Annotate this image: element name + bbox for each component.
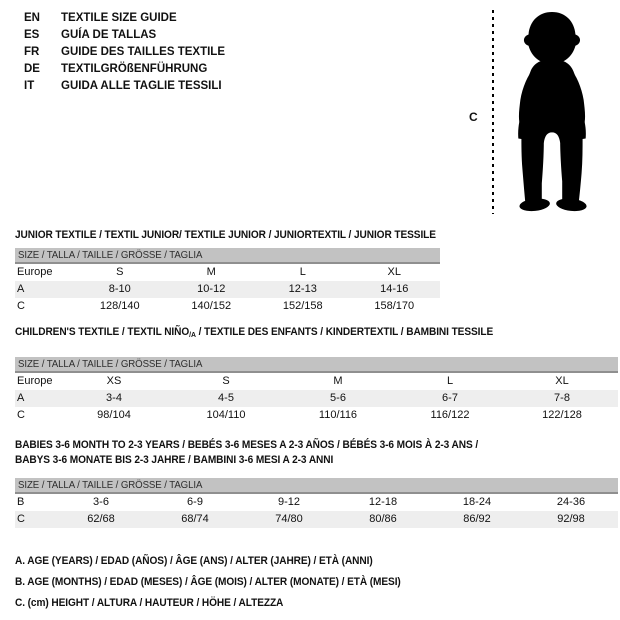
height-cell: 104/110	[206, 409, 246, 421]
size-header-band-text: SIZE / TALLA / TAILLE / GRÖSSE / TAGLIA	[18, 358, 203, 370]
children-table-heading	[15, 326, 618, 341]
size-header-band-text: SIZE / TALLA / TAILLE / GRÖSSE / TAGLIA	[18, 249, 203, 261]
age-cell: 8-10	[108, 283, 131, 295]
language-row-en	[24, 10, 225, 27]
age-cell: 6-7	[442, 392, 458, 404]
height-measure-label: C	[469, 110, 478, 124]
size-cell: S	[116, 266, 124, 278]
size-cell: L	[446, 375, 454, 387]
heading-suffix: / TEXTILE DES ENFANTS / KINDERTEXTIL / BAMBINI TESSILE	[195, 326, 494, 338]
height-cell: 128/140	[99, 300, 140, 312]
height-cell: 74/80	[275, 513, 303, 525]
height-cell: 110/116	[318, 409, 358, 421]
language-code: EN	[24, 12, 40, 24]
size-header-band	[15, 478, 618, 494]
height-cell: 80/86	[369, 513, 397, 525]
legend-line-b	[15, 572, 434, 593]
size-cell: S	[222, 375, 230, 387]
height-cell: 122/128	[542, 409, 582, 421]
age-cell: 12-18	[368, 496, 398, 508]
table-row	[15, 494, 618, 511]
row-label: A	[17, 392, 25, 404]
row-label: B	[17, 496, 25, 508]
age-cell: 12-13	[288, 283, 317, 295]
row-label: Europe	[17, 266, 53, 278]
row-label: C	[17, 409, 25, 421]
children-table-heading-text	[15, 326, 493, 341]
guide-title: TEXTILGRÖßENFÜHRUNG	[61, 63, 208, 75]
age-cell: 6-9	[187, 496, 203, 508]
language-row-it	[24, 78, 225, 95]
language-title-list	[24, 10, 225, 95]
table-row	[15, 373, 618, 390]
age-cell: 9-12	[277, 496, 301, 508]
height-cell: 158/170	[374, 300, 415, 312]
table-row	[15, 390, 618, 407]
age-cell: 10-12	[197, 283, 226, 295]
row-label: C	[17, 513, 25, 525]
table-row	[15, 407, 618, 424]
height-cell: 116/122	[430, 409, 470, 421]
age-cell: 7-8	[554, 392, 570, 404]
age-cell: 5-6	[330, 392, 346, 404]
table-row	[15, 281, 440, 298]
size-header-band	[15, 248, 440, 264]
height-cell: 68/74	[181, 513, 209, 525]
legend-line-a-text: A. AGE (YEARS) / EDAD (AÑOS) / ÂGE (ANS) / ALTER (JAHRE) / ETÀ (ANNI)	[15, 555, 373, 567]
row-label: A	[17, 283, 25, 295]
heading-prefix: CHILDREN'S TEXTILE / TEXTIL NIÑO	[15, 326, 190, 338]
language-row-de	[24, 61, 225, 78]
height-cell: 92/98	[557, 513, 585, 525]
size-cell: XL	[387, 266, 401, 278]
height-cell: 152/158	[282, 300, 323, 312]
babies-table-heading	[15, 438, 618, 468]
legend-line-a	[15, 551, 434, 572]
height-cell: 98/104	[97, 409, 131, 421]
legend-line-c	[15, 593, 434, 614]
measurement-legend	[15, 551, 434, 614]
junior-table-heading	[15, 229, 440, 242]
dotted-height-line	[492, 10, 494, 214]
junior-size-table	[15, 229, 440, 315]
guide-title: GUIDA ALLE TAGLIE TESSILI	[61, 80, 222, 92]
height-cell: 140/152	[191, 300, 232, 312]
language-row-fr	[24, 44, 225, 61]
legend-line-c-text: C. (cm) HEIGHT / ALTURA / HAUTEUR / HÖHE / ALTEZZA	[15, 597, 284, 609]
age-cell: 4-5	[218, 392, 234, 404]
row-label: C	[17, 300, 25, 312]
children-size-table	[15, 326, 618, 424]
size-header-band	[15, 357, 618, 373]
age-cell: 18-24	[462, 496, 492, 508]
babies-heading-line1: BABIES 3-6 MONTH TO 2-3 YEARS / BEBÉS 3-6 MESES A 2-3 AÑOS / BÉBÉS 3-6 MOIS À 2-3 ANS /	[15, 439, 479, 451]
babies-heading-line2: BABYS 3-6 MONATE BIS 2-3 JAHRE / BAMBINI 3-6 MESI A 2-3 ANNI	[15, 454, 334, 466]
toddler-silhouette	[500, 10, 604, 214]
legend-line-b-text: B. AGE (MONTHS) / EDAD (MESES) / ÂGE (MOIS) / ALTER (MONATE) / ETÀ (MESI)	[15, 576, 401, 588]
size-cell: M	[333, 375, 343, 387]
guide-title: TEXTILE SIZE GUIDE	[61, 12, 177, 24]
age-cell: 3-6	[93, 496, 109, 508]
guide-title: GUÍA DE TALLAS	[61, 29, 157, 41]
language-row-es	[24, 27, 225, 44]
age-cell: 24-36	[556, 496, 586, 508]
age-cell: 14-16	[380, 283, 409, 295]
table-row	[15, 264, 440, 281]
row-label: Europe	[17, 375, 53, 387]
language-code: ES	[24, 29, 40, 41]
size-cell: XS	[106, 375, 122, 387]
size-cell: M	[206, 266, 216, 278]
size-cell: XL	[555, 375, 569, 387]
age-cell: 3-4	[106, 392, 122, 404]
language-code: IT	[24, 80, 35, 92]
language-code: FR	[24, 46, 40, 58]
language-code: DE	[24, 63, 40, 75]
size-header-band-text: SIZE / TALLA / TAILLE / GRÖSSE / TAGLIA	[18, 479, 203, 491]
table-row	[15, 511, 618, 528]
size-cell: L	[299, 266, 306, 278]
heading-subscript: /A	[189, 330, 196, 339]
height-cell: 86/92	[463, 513, 491, 525]
table-row	[15, 298, 440, 315]
guide-title: GUIDE DES TAILLES TEXTILE	[61, 46, 225, 58]
babies-size-table	[15, 438, 618, 528]
junior-table-heading-text: JUNIOR TEXTILE / TEXTIL JUNIOR/ TEXTILE JUNIOR / JUNIORTEXTIL / JUNIOR TESSILE	[15, 229, 436, 241]
height-cell: 62/68	[87, 513, 115, 525]
height-measure-figure	[462, 6, 614, 218]
